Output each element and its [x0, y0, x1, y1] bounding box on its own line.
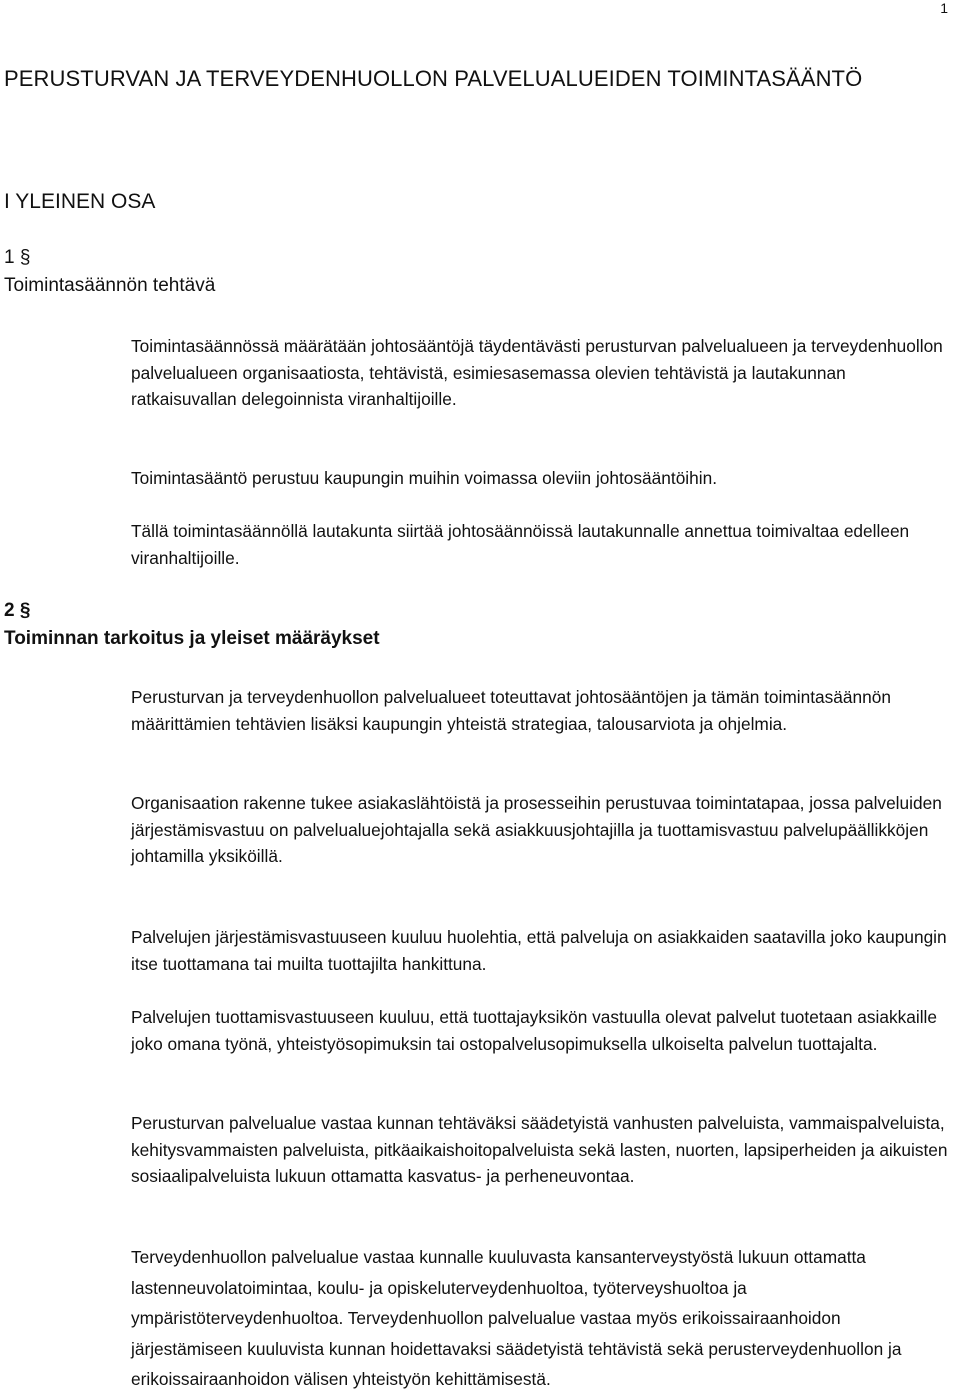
document-title: PERUSTURVAN JA TERVEYDENHUOLLON PALVELUALUEIDEN TOIMINTASÄÄNTÖ — [4, 66, 863, 91]
section-1-paragraph-1: Toimintasäännössä määrätään johtosääntöjä täydentävästi perusturvan palvelualueen ja terveydenhuollon palvelualueen organisaatiosta, tehtävistä, esimiesasemassa olevien tehtävistä ja lautakunnan ratkaisuvallan delegoinnista viranhaltijoille. — [131, 336, 943, 409]
section-2-number: 2 § — [4, 600, 31, 621]
section-2-title: Toiminnan tarkoitus ja yleiset määräykset — [4, 628, 380, 649]
section-1-number: 1 § — [4, 247, 31, 268]
part-heading: I YLEINEN OSA — [4, 190, 156, 213]
section-2-paragraph-4: Palvelujen tuottamisvastuuseen kuuluu, että tuottajayksikön vastuulla olevat palvelut tuotetaan asiakkaille joko omana työnä, yhteistyösopimuksin tai ostopalvelusopimuksella ulkoiselta palvelun tuottajalta. — [131, 1007, 937, 1054]
section-1-paragraph-3: Tällä toimintasäännöllä lautakunta siirtää johtosäännöissä lautakunnalle annettua toimivaltaa edelleen viranhaltijoille. — [131, 521, 910, 568]
section-1-title: Toimintasäännön tehtävä — [4, 275, 216, 296]
section-2-paragraph-3: Palvelujen järjestämisvastuuseen kuuluu huolehtia, että palveluja on asiakkaiden saatavilla joko kaupungin itse tuottamana tai muilta tuottajilta hankittuna. — [131, 927, 947, 974]
section-2-paragraph-5: Perusturvan palvelualue vastaa kunnan tehtäväksi säädetyistä vanhusten palveluista, vammaispalveluista, kehitysvammaisten palveluista, pitkäaikaishoitopalveluista sekä lasten, nuorten, lapsiperheiden ja aikuisten sosiaalipalveluista lukuun ottamatta kasvatus- ja perheneuvontaa. — [131, 1113, 948, 1186]
section-2-paragraph-1: Perusturvan ja terveydenhuollon palvelualueet toteuttavat johtosääntöjen ja tämän toimintasäännön määrittämien tehtävien lisäksi kaupungin yhteistä strategiaa, talousarviota ja ohjelmia. — [131, 687, 891, 734]
section-1-paragraph-2: Toimintasääntö perustuu kaupungin muihin voimassa oleviin johtosääntöihin. — [131, 468, 718, 488]
section-2-paragraph-2: Organisaation rakenne tukee asiakaslähtöistä ja prosesseihin perustuvaa toimintatapaa, jossa palveluiden järjestämisvastuu on palvelualuejohtajalla sekä asiakkuusjohtajilla ja tuottamisvastuu palvelupäällikköjen johtamilla yksiköillä. — [131, 793, 942, 866]
section-2-paragraph-6: Terveydenhuollon palvelualue vastaa kunnalle kuuluvasta kansanterveystyöstä lukuun ottamatta lastenneuvolatoimintaa, koulu- ja opiskeluterveydenhuoltoa, työterveyshuoltoa ja ympäristöterveydenhuoltoa. Terveydenhuollon palvelualue vastaa myös erikoissairaanhoidon järjestämiseen kuuluvista kunnan hoidettavaksi säädetyistä tehtävistä sekä perusterveydenhuollon ja erikoissairaanhoidon välisen yhteistyön kehittämisestä. — [131, 1247, 902, 1389]
page-number: 1 — [940, 0, 948, 16]
